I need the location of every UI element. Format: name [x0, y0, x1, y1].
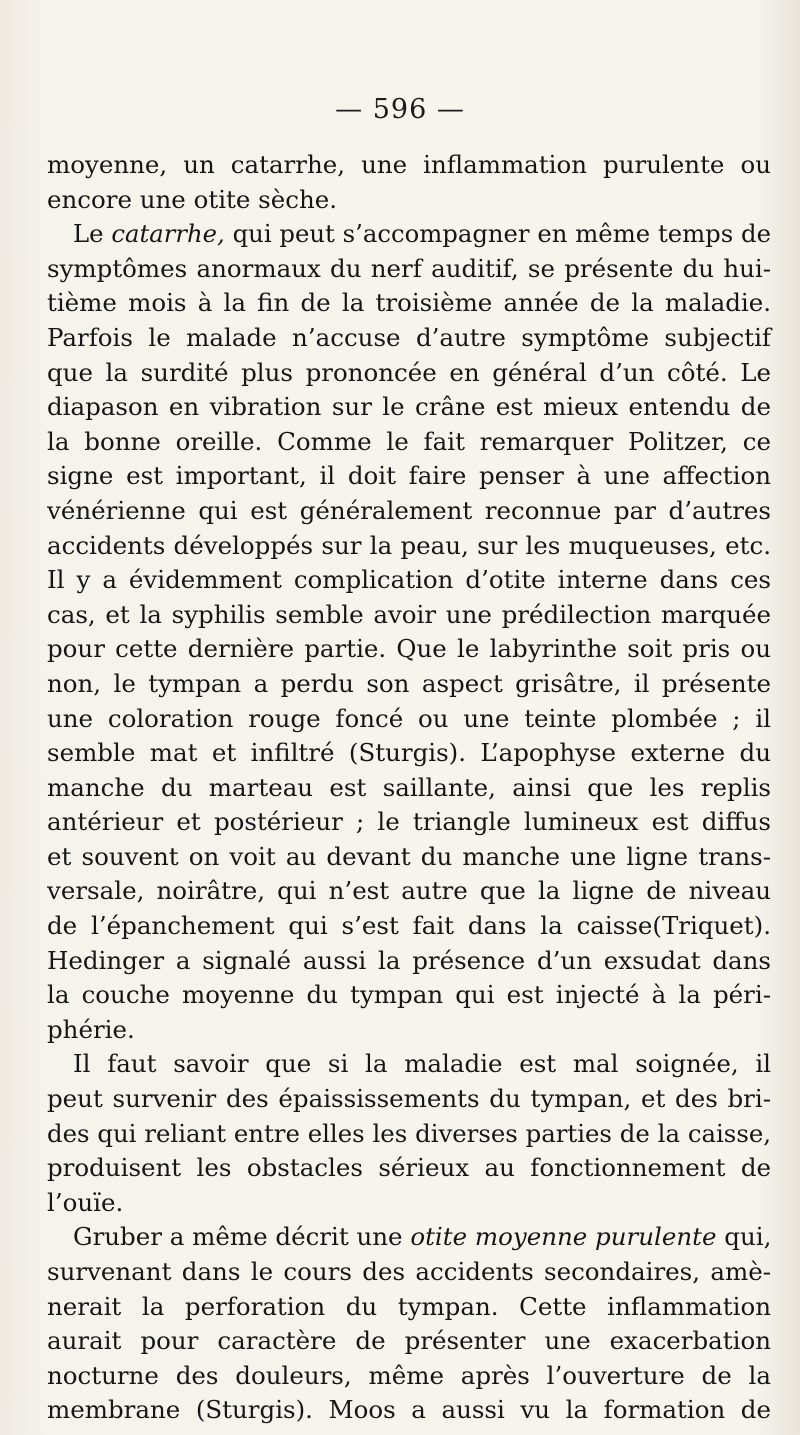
text-span: non, le tympan a perdu son aspect grisâtre, il présente [47, 668, 771, 698]
text-line [47, 1290, 771, 1325]
text-line [47, 1013, 771, 1048]
text-line [47, 1220, 771, 1255]
text-line [47, 1151, 771, 1186]
text-span: tième mois à la fin de la troisième année de la maladie. [47, 288, 771, 318]
text-span: encore une otite sèche. [47, 184, 338, 214]
text-line [47, 771, 771, 806]
text-line [47, 252, 771, 287]
text-line [47, 736, 771, 771]
text-line [47, 805, 771, 840]
text-span: vénérienne qui est généralement reconnue par d’autres [47, 495, 771, 525]
text-line [47, 1082, 771, 1117]
text-span: signe est important, il doit faire penser à une affection [47, 461, 771, 491]
text-line [47, 1117, 771, 1152]
text-span: symptômes anormaux du nerf auditif, se présente du hui- [47, 253, 771, 283]
text-line [47, 1255, 771, 1290]
text-span: qui, [716, 1222, 772, 1252]
text-line [47, 390, 771, 425]
text-line [47, 494, 771, 529]
text-span: nocturne des douleurs, même après l’ouverture de la [47, 1360, 771, 1390]
text-span: antérieur et postérieur ; le triangle lumineux est diffus [47, 807, 771, 837]
text-span: survenant dans le cours des accidents secondaires, amè- [47, 1257, 771, 1286]
text-line [47, 356, 771, 391]
text-line [47, 840, 771, 875]
page-number: — 596 — [335, 94, 465, 125]
text-line [47, 944, 771, 979]
text-line [47, 874, 771, 909]
text-line [47, 1324, 771, 1359]
text-span: qui peut s’accompagner en même temps de [224, 219, 772, 249]
text-span: la bonne oreille. Comme le fait remarquer Politzer, ce [47, 426, 771, 456]
text-line [47, 321, 771, 356]
text-span: membrane (Sturgis). Moos a aussi vu la formation de [47, 1395, 771, 1425]
text-line [47, 183, 771, 218]
text-span: des qui reliant entre elles les diverses parties de la caisse, [47, 1118, 771, 1148]
text-line [47, 702, 771, 737]
text-line [47, 978, 771, 1013]
text-span: aurait pour caractère de présenter une exacerbation [47, 1326, 771, 1356]
text-span: une coloration rouge foncé ou une teinte plombée ; il [47, 703, 771, 733]
text-span: Le [73, 219, 112, 249]
text-line [47, 286, 771, 321]
italic-text: catarrhe, [111, 219, 225, 249]
text-span: semble mat et infiltré (Sturgis). L’apophyse externe du [47, 738, 771, 768]
text-line [47, 148, 771, 183]
text-span: versale, noirâtre, qui n’est autre que la ligne de niveau [47, 876, 771, 906]
text-span: pour cette dernière partie. Que le labyrinthe soit pris ou [47, 634, 771, 664]
text-span: Il y a évidemment complication d’otite interne dans ces [47, 565, 771, 595]
text-span: peut survenir des épaississements du tympan, et des bri- [47, 1084, 771, 1114]
text-span: cas, et la syphilis semble avoir une prédilection marquée [47, 599, 771, 629]
text-span: nerait la perforation du tympan. Cette inflammation [47, 1291, 771, 1321]
text-span: Gruber a même décrit une [73, 1222, 411, 1252]
text-span: la couche moyenne du tympan qui est injecté à la péri- [47, 980, 771, 1010]
text-span: diapason en vibration sur le crâne est mieux entendu de [47, 392, 771, 422]
italic-text: otite moyenne purulente [410, 1222, 717, 1252]
text-span: Parfois le malade n’accuse d’autre symptôme subjectif [47, 322, 771, 352]
text-span: l’ouïe. [47, 1187, 124, 1217]
text-span: produisent les obstacles sérieux au fonctionnement de [47, 1153, 771, 1183]
text-line [47, 563, 771, 598]
text-span: phérie. [47, 1014, 135, 1044]
text-line [47, 459, 771, 494]
text-line [47, 598, 771, 633]
text-line [47, 1047, 771, 1082]
text-line [47, 1393, 771, 1428]
text-line [47, 425, 771, 460]
text-span: Il faut savoir que si la maladie est mal soignée, il [73, 1049, 771, 1079]
text-line [47, 1186, 771, 1221]
text-span: Hedinger a signalé aussi la présence d’un exsudat dans [47, 945, 771, 975]
text-line [47, 529, 771, 564]
text-line [47, 632, 771, 667]
text-line [47, 217, 771, 252]
text-line [47, 667, 771, 702]
text-span: et souvent on voit au devant du manche une ligne trans- [47, 841, 771, 871]
text-span: de l’épanchement qui s’est fait dans la caisse(Triquet). [47, 911, 771, 941]
text-span: que la surdité plus prononcée en général d’un côté. Le [47, 357, 771, 387]
text-span: moyenne, un catarrhe, une inflammation purulente ou [47, 150, 771, 179]
text-span: accidents développés sur la peau, sur les muqueuses, etc. [47, 530, 771, 560]
text-span: manche du marteau est saillante, ainsi que les replis [47, 772, 771, 802]
text-line [47, 909, 771, 944]
text-line [47, 1359, 771, 1394]
body-text [47, 148, 771, 1428]
